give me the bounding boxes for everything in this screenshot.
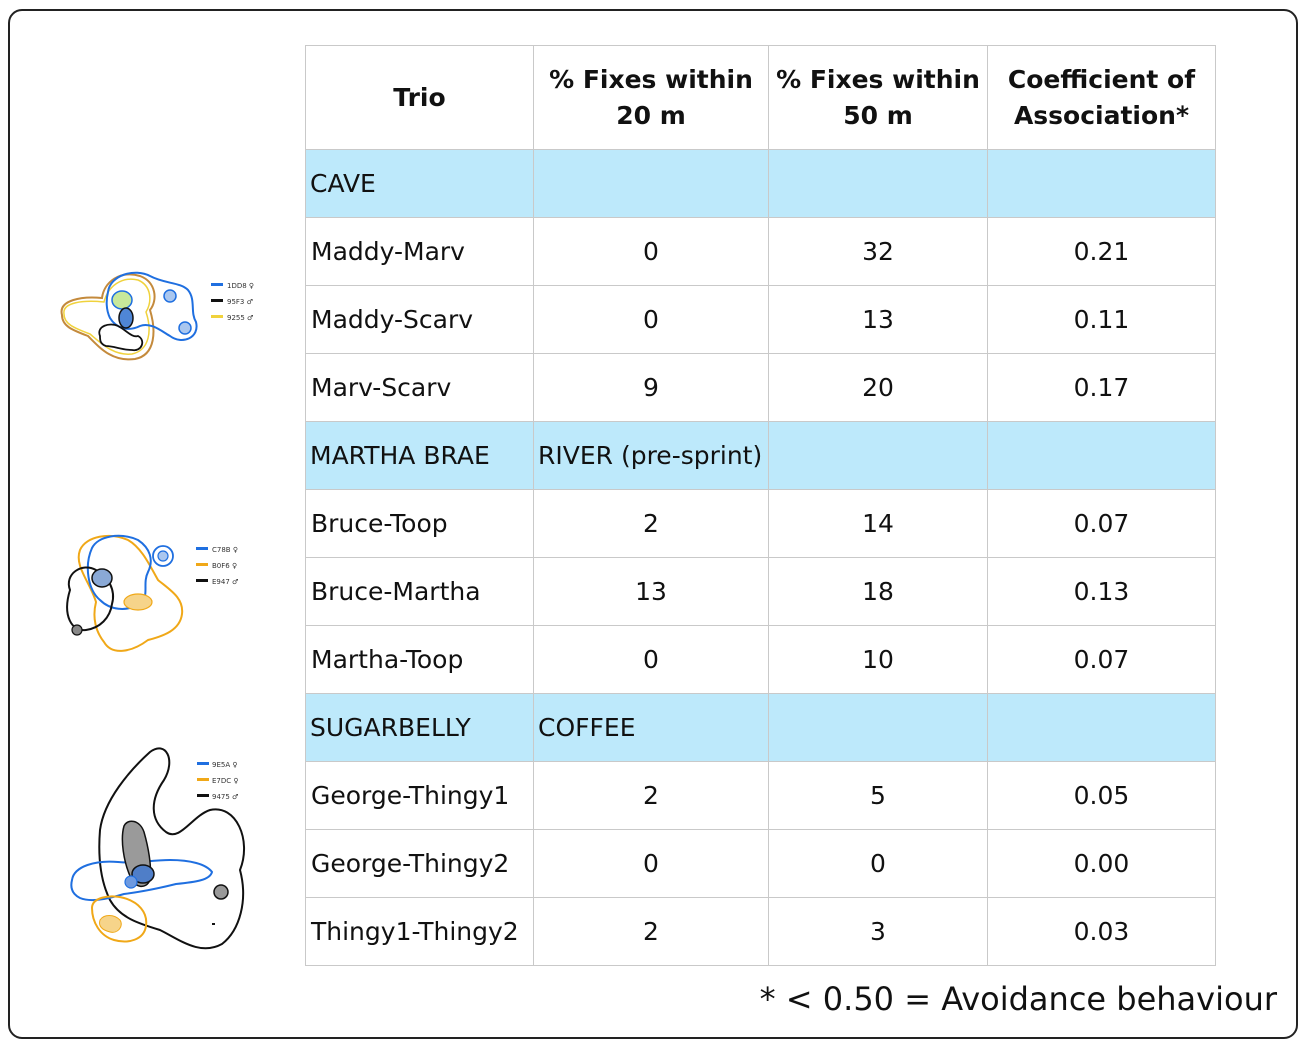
- svg-text:95F3 ♂: 95F3 ♂: [227, 298, 253, 306]
- fixes-20m-value: 9: [534, 354, 769, 422]
- fixes-20m-value: 13: [534, 558, 769, 626]
- table-row: [306, 490, 1216, 558]
- fixes-50m-value: 13: [769, 286, 988, 354]
- trio-name: Bruce-Toop: [306, 490, 534, 558]
- header-coefficient: Coefficient of Association*: [988, 46, 1216, 150]
- table-row: [306, 830, 1216, 898]
- coefficient-value: 0.05: [988, 762, 1216, 830]
- header-fixes-20m: % Fixes within 20 m: [534, 46, 769, 150]
- svg-text:9E5A ♀: 9E5A ♀: [212, 761, 238, 769]
- coefficient-value: 0.07: [988, 490, 1216, 558]
- svg-text:9255 ♂: 9255 ♂: [227, 314, 254, 322]
- section-label: MARTHA BRAE: [306, 422, 534, 490]
- svg-text:C78B ♀: C78B ♀: [212, 546, 238, 554]
- table-row: [306, 558, 1216, 626]
- fixes-20m-value: 0: [534, 286, 769, 354]
- cave-home-range-map: [62, 273, 254, 360]
- martha-brae-home-range-map: [67, 536, 238, 651]
- fixes-20m-value: 0: [534, 626, 769, 694]
- coefficient-value: 0.00: [988, 830, 1216, 898]
- section-label: SUGARBELLY: [306, 694, 534, 762]
- trio-name: Thingy1-Thingy2: [306, 898, 534, 966]
- section-label: CAVE: [306, 150, 534, 218]
- svg-text:1DD8 ♀: 1DD8 ♀: [227, 282, 255, 290]
- trio-name: George-Thingy1: [306, 762, 534, 830]
- coefficient-value: 0.21: [988, 218, 1216, 286]
- fixes-50m-value: 0: [769, 830, 988, 898]
- svg-text:B0F6 ♀: B0F6 ♀: [212, 562, 238, 570]
- trio-name: Maddy-Marv: [306, 218, 534, 286]
- fixes-20m-value: 2: [534, 762, 769, 830]
- table-row: [306, 218, 1216, 286]
- section-label-continued: [534, 150, 769, 218]
- section-label-continued: RIVER (pre-sprint): [534, 422, 769, 490]
- avoidance-footnote: * < 0.50 = Avoidance behaviour: [759, 980, 1277, 1018]
- fixes-50m-value: 18: [769, 558, 988, 626]
- section-label-continued: COFFEE: [534, 694, 769, 762]
- sugarbelly-home-range-map: [71, 748, 244, 948]
- section-row-cave: [306, 150, 1216, 218]
- table-row: [306, 762, 1216, 830]
- fixes-20m-value: 2: [534, 898, 769, 966]
- trio-name: Maddy-Scarv: [306, 286, 534, 354]
- header-row: [306, 46, 1216, 150]
- header-trio: Trio: [306, 46, 534, 150]
- fixes-50m-value: 3: [769, 898, 988, 966]
- fixes-50m-value: 14: [769, 490, 988, 558]
- trio-name: Martha-Toop: [306, 626, 534, 694]
- fixes-50m-value: 20: [769, 354, 988, 422]
- svg-text:E947 ♂: E947 ♂: [212, 578, 239, 586]
- trio-name: George-Thingy2: [306, 830, 534, 898]
- section-row-sugarbelly: [306, 694, 1216, 762]
- header-fixes-50m: % Fixes within 50 m: [769, 46, 988, 150]
- fixes-50m-value: 10: [769, 626, 988, 694]
- svg-text:9475 ♂: 9475 ♂: [212, 793, 239, 801]
- trio-name: Marv-Scarv: [306, 354, 534, 422]
- fixes-50m-value: 32: [769, 218, 988, 286]
- coefficient-value: 0.07: [988, 626, 1216, 694]
- table-row: [306, 286, 1216, 354]
- home-range-maps: [0, 0, 300, 1048]
- section-row-martha-brae: [306, 422, 1216, 490]
- fixes-20m-value: 2: [534, 490, 769, 558]
- table-row: [306, 354, 1216, 422]
- fixes-20m-value: 0: [534, 830, 769, 898]
- coefficient-value: 0.03: [988, 898, 1216, 966]
- coefficient-value: 0.11: [988, 286, 1216, 354]
- svg-text:E7DC ♀: E7DC ♀: [212, 777, 239, 785]
- table-row: [306, 898, 1216, 966]
- coefficient-value: 0.13: [988, 558, 1216, 626]
- fixes-50m-value: 5: [769, 762, 988, 830]
- fixes-20m-value: 0: [534, 218, 769, 286]
- table-row: [306, 626, 1216, 694]
- trio-name: Bruce-Martha: [306, 558, 534, 626]
- coefficient-value: 0.17: [988, 354, 1216, 422]
- association-table: [305, 45, 1216, 966]
